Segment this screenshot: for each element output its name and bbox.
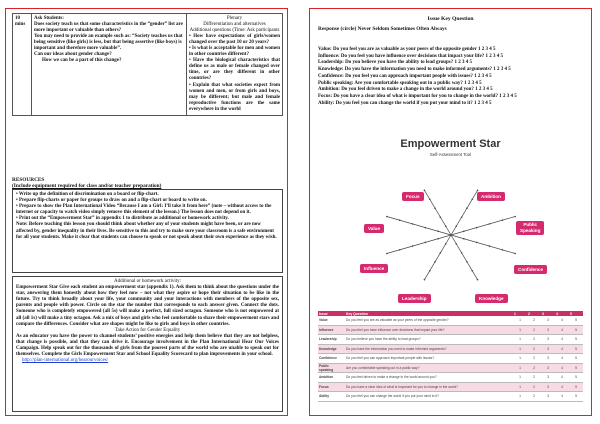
survey-score-cell[interactable]: 5 (569, 392, 583, 402)
issue-key-question-title: Issue Key Question (427, 16, 474, 22)
star-tick (412, 245, 414, 247)
leadership-label: Leadership (398, 294, 431, 303)
survey-score-cell[interactable]: 4 (555, 392, 569, 402)
survey-score-cell[interactable]: 4 (555, 354, 569, 364)
survey-question: Do you feel driven to make a change in the world around you? (345, 373, 513, 383)
survey-question: Do you feel you have influence over decisions that impact your life? (345, 325, 513, 335)
survey-score-cell[interactable]: 2 (527, 325, 541, 335)
plenary-bullet: • How have expectations of girls/women changed over the past 10 or 20 years? (189, 33, 280, 45)
public-speaking-line2: Speaking (520, 227, 541, 233)
star-tick (471, 270, 473, 272)
survey-score-cell[interactable]: 1 (513, 373, 527, 383)
survey-score-cell[interactable]: 3 (541, 335, 555, 345)
ask-heading: Ask Students: (34, 15, 64, 21)
resource-line: • Prepare flip-charts or paper for groups to draw on and a flip-chart or board to write on. (16, 198, 207, 204)
survey-score-cell[interactable]: 3 (541, 363, 555, 373)
survey-score-cell[interactable]: 4 (555, 325, 569, 335)
star-tick (502, 249, 504, 251)
survey-question: Do you feel you can change the world if you put your mind to it? (345, 392, 513, 402)
star-tick (429, 198, 431, 200)
star-tick (386, 253, 388, 255)
survey-score-cell[interactable]: 5 (569, 363, 583, 373)
resource-line: • Write up the definition of discrimination on a board or flip-chart. (16, 192, 159, 197)
public-speaking-label (516, 221, 544, 235)
survey-question: Do you feel you are as valuable as your peers of the opposite gender? (345, 316, 513, 325)
survey-header: 3 (541, 311, 555, 316)
survey-issue: Influence (318, 325, 345, 335)
question-item: Influence: Do you feel you have influence over decisions that impact your life? 1 2 3 4 5 (318, 53, 503, 59)
survey-question: Do you have the information you need to make informed arguments? (345, 344, 513, 354)
question-item: Knowledge: Do you have the information you need to make informed arguments? 1 2 3 4 5 (318, 67, 511, 73)
question-3: How we can be a part of this change? (42, 58, 122, 64)
resources-title: RESOURCES (12, 177, 45, 183)
question-item: Ambition: Do you feel driven to make a change in the world around you? 1 2 3 4 5 (318, 87, 493, 93)
star-tick (461, 216, 463, 218)
survey-score-cell[interactable]: 4 (555, 344, 569, 354)
survey-header: 1 (513, 311, 527, 316)
focus-label: Focus (402, 192, 424, 201)
question-item: Leadership: Do you believe you have the ability to lead groups? 1 2 3 4 5 (318, 60, 472, 66)
survey-score-cell[interactable]: 2 (527, 316, 541, 325)
survey-score-cell[interactable]: 3 (541, 392, 555, 402)
survey-row (318, 344, 583, 354)
star-tick (466, 261, 468, 263)
survey-question: Are you comfortable speaking out in a public way? (345, 363, 513, 373)
value-label: Value (364, 224, 384, 233)
survey-issue: Leadership (318, 335, 345, 345)
star-tick (477, 279, 479, 281)
survey-score-cell[interactable]: 2 (527, 392, 541, 402)
survey-issue: Knowledge (318, 344, 345, 354)
question-item: Public speaking: Are you comfortable speaking out in a public way? 1 2 3 4 5 (318, 80, 482, 86)
survey-score-cell[interactable]: 1 (513, 354, 527, 364)
star-tick (399, 219, 401, 221)
action-text: As an educator you have the power to channel students’ positive energies and help them believe that they are not helpless, that change is possible, and that they can drive it. Encourage involvement in the Plan International Hear Our Voices Campaign. Help speak out for the thousands of girls from the poorest parts of the world who are unable to speak out for themselves. Complete the Girls Empowerment Star and School Equality Scorecard to plan improvements in your school. (16, 333, 279, 358)
survey-header: Key Question (345, 311, 513, 316)
star-tick (434, 261, 436, 263)
survey-score-cell[interactable]: 1 (513, 392, 527, 402)
main-cell (32, 14, 187, 116)
gender-question: Does society teach us that some characteristics in the “gender” list are more important or valuable than others? (34, 21, 183, 33)
lesson-table (12, 13, 283, 116)
survey-row (318, 373, 583, 383)
star-tick (412, 223, 414, 225)
homework-text: Empowerment Star Give each student an empowerment star (appendix 1). Ask them to think about the questions under the star, answering them honestly about how they feel now – not what they aspire or hope their situation to be like in the future. Try to think broadly about your life, your community and your interactions with members of the opposite sex, parents and people with power. Circle on the star the number that corresponds to each answer given. Connect the dots. Someone who is completely empowered (all 5s) will make a perfect, full sized octagon. Someone who is not empowered at all (all 1s) will make a tiny octagon. Ask a mix of boys and girls who feel comfortable to share their empowerment stars and compare the differences. Consider what are shapes might be like to girls and boys in other countries. (16, 285, 279, 327)
star-tick (434, 207, 436, 209)
star-tick (463, 238, 465, 240)
survey-score-cell[interactable]: 3 (541, 354, 555, 364)
survey-score-cell[interactable]: 5 (569, 373, 583, 383)
left-page (5, 8, 288, 416)
survey-issue: Value (318, 316, 345, 325)
star-title: Empowerment Star (400, 138, 501, 150)
star-tick (514, 253, 516, 255)
plenary-bullet: • Is what is acceptable for men and women in other countries different? (189, 45, 280, 58)
survey-issue: Ability (318, 392, 345, 402)
survey-score-cell[interactable]: 2 (527, 344, 541, 354)
survey-row (318, 382, 583, 392)
plenary-bullet: • Explain that what societies expect from women and men, or from girls and boys, may be different; but male and female reproductive functions are the same everywhere in the world (189, 82, 280, 112)
question-item: Confidence: Do you feel you can approach important people with issues? 1 2 3 4 5 (318, 73, 492, 79)
star-tick (437, 230, 439, 232)
time-text: 10 mins (15, 15, 26, 27)
survey-score-cell[interactable]: 5 (569, 335, 583, 345)
survey-question: Do you believe you have the ability to lead groups? (345, 335, 513, 345)
star-tick (514, 216, 516, 218)
survey-score-cell[interactable]: 3 (541, 325, 555, 335)
question-list (318, 47, 517, 107)
star-tick (461, 252, 463, 254)
star-tick (425, 242, 427, 244)
star-tick (463, 230, 465, 232)
question-item: Focus: Do you have a clear idea of what is important for you to change in the world? 1 2 3 4 5 (318, 93, 517, 99)
survey-score-cell[interactable]: 1 (513, 325, 527, 335)
survey-score-cell[interactable]: 1 (513, 316, 527, 325)
survey-score-cell[interactable]: 5 (569, 354, 583, 364)
question-2: Can our ideas about gender change? (34, 52, 112, 58)
star-tick (429, 270, 431, 272)
knowledge-label: Knowledge (475, 294, 508, 303)
ambition-label: Ambition (477, 192, 505, 201)
confidence-label: Confidence (514, 265, 547, 274)
survey-header: 5 (569, 311, 583, 316)
survey-header: 2 (527, 311, 541, 316)
star-subtitle: Self-Assessment Tool (429, 152, 472, 157)
empowerment-star-diagram (310, 157, 592, 307)
star-tick (440, 252, 442, 254)
right-page (309, 8, 592, 416)
star-tick (466, 207, 468, 209)
survey-header: 4 (555, 311, 569, 316)
star-tick (456, 243, 458, 245)
resources-box (12, 189, 283, 273)
action-title: Take Action for Gender Equality (114, 327, 181, 333)
star-tick (489, 223, 491, 225)
survey-issue: Focus (318, 382, 345, 392)
survey-score-cell[interactable]: 4 (555, 382, 569, 392)
resources-subtitle: (Include equipment required for class and/or teacher preparation) (12, 183, 162, 189)
survey-score-cell[interactable]: 3 (541, 373, 555, 383)
survey-score-cell[interactable]: 3 (541, 316, 555, 325)
example-prompt: You may need to provide an example such as: “Society teaches us that being sensitive (like girls) is less, but that being assertive (like boys) is important and therefore more valuable”. (34, 33, 183, 51)
survey-score-cell[interactable]: 4 (555, 363, 569, 373)
plenary-cell (187, 14, 283, 116)
question-item: Value: Do you feel you are as valuable as your peers of the opposite gender 1 2 3 4 5 (318, 47, 496, 52)
star-tick (477, 190, 479, 192)
influence-label: Influence (360, 264, 388, 273)
plenary-heading: Plenary (226, 15, 243, 21)
survey-score-cell[interactable]: 3 (541, 344, 555, 354)
survey-score-cell[interactable]: 1 (513, 382, 527, 392)
survey-score-cell[interactable]: 4 (555, 373, 569, 383)
survey-score-cell[interactable]: 5 (569, 382, 583, 392)
survey-row (318, 316, 583, 325)
survey-score-cell[interactable]: 5 (569, 344, 583, 354)
survey-score-cell[interactable]: 2 (527, 373, 541, 383)
survey-row (318, 354, 583, 364)
star-tick (476, 227, 478, 229)
star-tick (424, 190, 426, 192)
star-tick (386, 216, 388, 218)
public-speaking-line1: Public (523, 222, 538, 227)
survey-issue: Public speaking (318, 363, 345, 373)
star-tick (445, 225, 447, 227)
resource-line: • Print out the “Empowerment Star” in appendix 1 to distribute as additional or homework activity. (16, 216, 229, 222)
survey-issue: Ambition (318, 373, 345, 383)
star-tick (476, 242, 478, 244)
survey-score-cell[interactable]: 1 (513, 344, 527, 354)
resource-line: • Prepare to show the Plan International Video “Because I am a Girl: I’ll take it from here” (note – without access to the internet or capacity to watch video simply remove this element of the lesson.) The lesson does not depend on it. (16, 204, 272, 216)
question-item: Ability: Do you feel you can change the world if you put your mind to it? 1 2 3 4 5 (318, 100, 492, 106)
survey-question: Do you feel you can approach important people with issues? (345, 354, 513, 364)
survey-score-cell[interactable]: 5 (569, 325, 583, 335)
survey-issue: Confidence (318, 354, 345, 364)
survey-table (318, 311, 583, 402)
star-tick (489, 245, 491, 247)
survey-row (318, 335, 583, 345)
survey-question: Do you have a clear idea of what is important for you to change in the world? (345, 382, 513, 392)
response-scale: Response (circle) Never Seldom Sometimes Often Always (318, 26, 447, 32)
hear-our-voices-link[interactable]: http://plan-international.org/hearourvoices/ (22, 358, 109, 364)
plenary-bullet: • Have the biological characteristics that define us as male or female changed over time, or are they different in other countries? (189, 58, 280, 82)
star-tick (437, 238, 439, 240)
resources-heading (12, 177, 161, 189)
survey-score-cell[interactable]: 1 (513, 363, 527, 373)
star-tick (399, 249, 401, 251)
star-tick (440, 216, 442, 218)
survey-score-cell[interactable]: 4 (555, 335, 569, 345)
homework-box (12, 276, 283, 412)
survey-score-cell[interactable]: 2 (527, 382, 541, 392)
survey-row (318, 392, 583, 402)
star-tick (445, 243, 447, 245)
time-cell (13, 14, 32, 116)
star-tick (471, 198, 473, 200)
survey-score-cell[interactable]: 2 (527, 363, 541, 373)
survey-score-cell[interactable]: 2 (527, 335, 541, 345)
homework-title: Additional or homework activity: (113, 279, 182, 284)
survey-score-cell[interactable]: 2 (527, 354, 541, 364)
survey-score-cell[interactable]: 5 (569, 316, 583, 325)
star-tick (502, 219, 504, 221)
resource-note: Note: Before teaching this lesson you should think about whether any of your students might have been, or are now affected by, gender inequality in their lives. Be sensitive to this and try to make sure your classroom is a safe environment for all your students. Make it clear that students can choose to speak or not speak about their own experience as they wish. (16, 222, 277, 240)
survey-row (318, 363, 583, 373)
plenary-sub1: Differentiation and alternatives (203, 21, 266, 27)
survey-score-cell[interactable]: 1 (513, 335, 527, 345)
plenary-sub2: Additional questions (Time: Ask participants (189, 27, 280, 33)
star-tick (425, 227, 427, 229)
survey-score-cell[interactable]: 4 (555, 316, 569, 325)
survey-row (318, 325, 583, 335)
survey-score-cell[interactable]: 3 (541, 382, 555, 392)
survey-header: Issue (318, 311, 345, 316)
star-tick (456, 225, 458, 227)
star-tick (424, 279, 426, 281)
